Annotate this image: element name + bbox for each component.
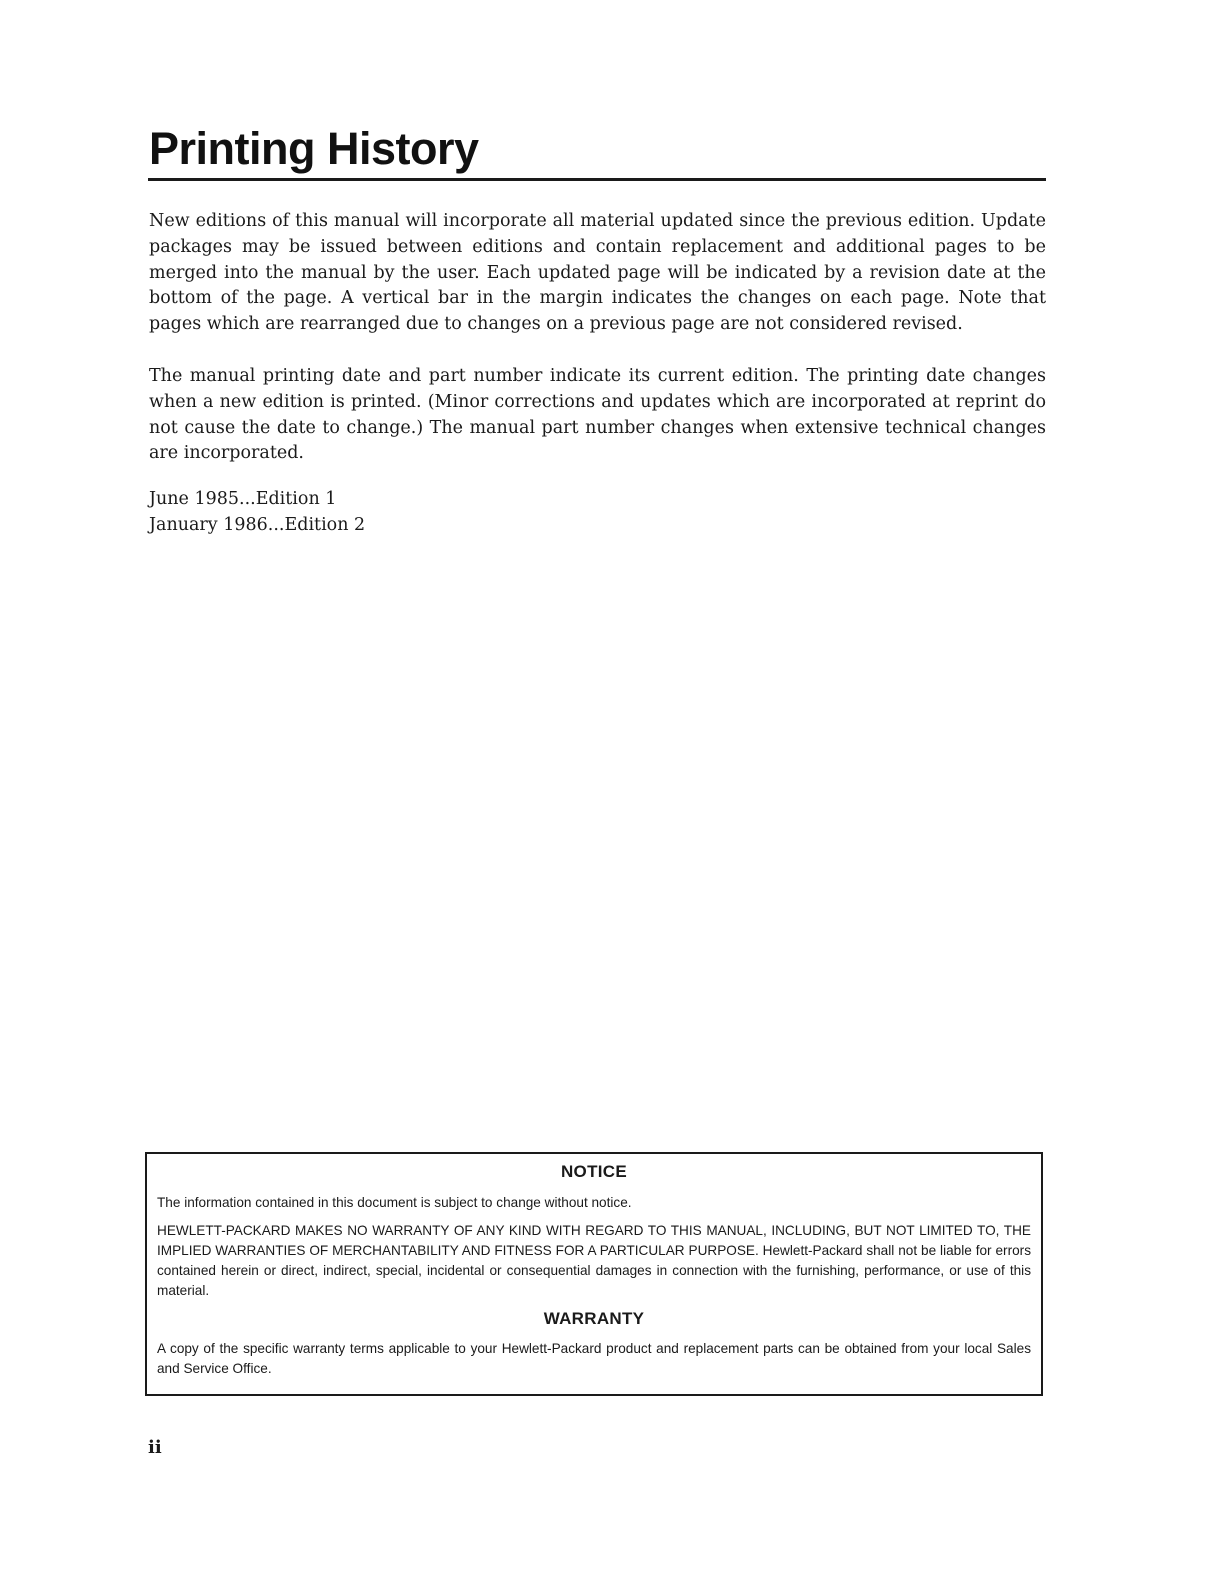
edition-list [149,487,365,539]
warranty-text: A copy of the specific warranty terms applicable to your Hewlett-Packard product and replacement parts can be obtained from your local Sales and Service Office. [157,1341,1031,1376]
intro-paragraph: New editions of this manual will incorporate all material updated since the previous edition. Update packages may be issued between editions and contain replacement and additional pages to be merged into the manual by the user. Each updated page will be indicated by a revision date at the bottom of the page. A vertical bar in the margin indicates the changes on each page. Note that pages which are rearranged due to changes on a previous page are not considered revised. [149,211,1046,335]
edition-item: January 1986...Edition 2 [149,514,366,535]
edition-paragraph: The manual printing date and part number indicate its current edition. The printing date changes when a new edition is printed. (Minor corrections and updates which are incorporated at reprint do not cause the date to change.) The manual part number changes when extensive technical changes are incorporated. [149,366,1046,464]
page-number: ii [148,1437,162,1458]
notice-text: The information contained in this document is subject to change without notice. [157,1195,632,1210]
notice-heading: NOTICE [560,1162,628,1181]
disclaimer-text: HEWLETT-PACKARD MAKES NO WARRANTY OF ANY KIND WITH REGARD TO THIS MANUAL, INCLUDING, BUT NOT LIMITED TO, THE IMPLIED WARRANTIES OF MERCHANTABILITY AND FITNESS FOR A PARTICULAR PURPOSE. Hewlett-Packard shall not be liable for errors contained herein or direct, indirect, special, incidental or consequential damages in connection with the furnishing, performance, or use of this material. [157,1223,1031,1298]
title-rule [148,178,1046,181]
page-title: Printing History [149,123,479,174]
notice-box [145,1152,1043,1396]
edition-item: June 1985...Edition 1 [149,489,337,509]
warranty-heading: WARRANTY [543,1309,645,1328]
